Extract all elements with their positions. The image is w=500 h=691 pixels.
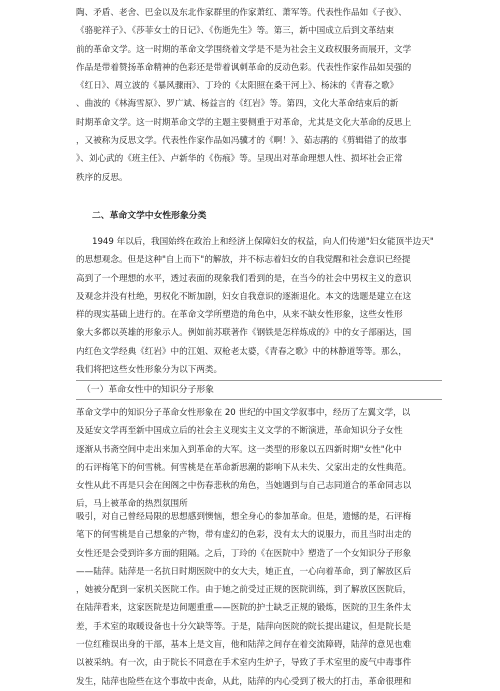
text-line: 及延安文学再至新中国成立后的社会主义现实主义文学的不断演进，革命知识分子女性: [76, 426, 403, 437]
sub-heading-text: （一）革命女性中的知识分子形象: [82, 385, 214, 395]
text-line: 吸引，对自己曾经局限的思想感到懊恼，想全身心的参加革命。但是，遗憾的是，石评梅: [76, 512, 412, 522]
text-line: 1949 年以后，我国始终在政治上和经济上保障妇女的权益，向人们传递"妇女能顶半边天": [92, 237, 434, 247]
text-line: 高到了一个理想的水平，透过表面的现象我们看到的是，在当今的社会中男权主义的意识: [76, 273, 412, 284]
paragraph-lu-ping: [76, 508, 442, 691]
text-line: 革命文学中的知识分子革命女性形象在 20 世纪的中国文学叙事中，经历了左翼文学，以: [76, 408, 411, 418]
text-line: 时期革命文学。这一时期革命文学的主题主要侧重于对革命，尤其是文化大革命的反思上: [76, 117, 412, 128]
text-line: 在陆萍看来，这家医院是边间题重重——医院的护士缺乏正规的锻炼，医院的卫生条件太: [76, 603, 412, 614]
paragraph-female-image-overview: [76, 233, 442, 379]
sub-heading-intellectual-women: [76, 380, 442, 400]
text-line: 陶、矛盾、老舍、巴金以及东北作家群里的作家萧红、萧军等。代表性作品如《子夜》、: [76, 8, 407, 18]
text-line: 发生，陆萍也险些在这个事故中丧命，从此，陆萍的内心受到了极大的打击，革命很理和: [76, 676, 412, 687]
text-line: 内红色文学经典《红岩》中的江姐、双枪老太婆，《青春之歌》中的林静道等等。那么，: [76, 346, 407, 357]
text-line: 以被采纳。有一次，由于院长不同意在手术室内生炉子，导致了手术室里的废气中毒事件: [76, 658, 412, 669]
text-line: 《骆驼祥子》、《莎菲女士的日记》、《伤逝先生》等。第三，新中国成立后到文革结束: [76, 26, 394, 37]
text-line: ——陆萍。陆萍是一名抗日时期医院中的女大夫，她正直，一心向着革命，到了解放区后: [76, 566, 412, 577]
paragraph-revolution-literature-periods: [76, 4, 442, 187]
text-line: 作品是带着赞扬革命精神的色彩还是带着讽刺革命的反动色彩。代表性作家作品如吴强的: [76, 62, 412, 73]
text-line: 、曲波的《林海雪原》、罗广斌、杨益言的《红岩》等。第四，文化大革命结束后的新: [76, 99, 399, 110]
text-line: 差，手术室的取暖设备也十分欠缺等等。于是，陆萍向医院的院长提出建议，但是院长是: [76, 621, 412, 632]
text-line: 《红日》、周立波的《暴风骤雨》、丁玲的《太阳照在桑干河上》、杨沫的《青春之歌》: [76, 81, 399, 92]
text-line: 秩序的反思。: [76, 172, 128, 183]
text-line: 象大多都以英雄的形象示人。例如前苏联著作《钢铁是怎样炼成的》中的女子部丽达，国: [76, 328, 412, 339]
text-line: 逐渐从书斋空间中走出来加入到革命的大军。这一类型的形象以五四新时期"女性"化中: [76, 444, 402, 455]
text-line: 前的革命文学。这一时期的革命文学围绕着文学是不是为社会主义政权服务而展开，文学: [76, 44, 412, 55]
text-line: 后，马上被革命的热烈氛围所: [76, 499, 188, 510]
text-line: 女性从此不再是只会在闺阁之中伤春悲秋的角色，当她遇到与自己志同道合的革命同志以: [76, 481, 412, 492]
text-line: ，又被称为反思文学。代表性作家作品如冯骥才的《啊！》、茹志鹃的《剪辑错了的故事: [76, 136, 407, 147]
text-line: 女性还是会受到许多方面的阻隔。之后，丁玲的《在医院中》塑造了一个女知识分子形象: [76, 548, 412, 559]
text-line: ，她被分配到一家机关医院工作。由于她之前受过正规的医院训练，到了解放区医院后，: [76, 585, 412, 596]
text-line: 的石评梅笔下的何雪桃。何雪桃是在革命新思潮的影响下从未失、父家出走的女性典范。: [76, 462, 412, 473]
text-line: 及观念并没有杜绝，男权化不断加剧，妇女自我意识的逐渐退化。本文的选题是建立在这: [76, 291, 412, 302]
paragraph-intellectual-women: [76, 404, 442, 514]
text-line: 样的现实基础上进行的。在革命文学所塑造的角色中，从来不缺女性形象，这些女性形: [76, 310, 403, 321]
text-line: 一位红稚误出身的干部，基本上是文盲，他和陆萍之间存在着交流障碍，陆萍的意见也难: [76, 640, 412, 651]
text-line: 的思想观念。但是这种"自上而下"的解放，并不标志着妇女的自我觉醒和社会意识已经提: [76, 255, 411, 266]
text-line: 》、刘心武的《班主任》、卢新华的《伤痕》等。呈现出对革命理想人性、损坏社会正常: [76, 154, 403, 165]
text-line: 我们将把这些女性形象分为以下两类。: [76, 365, 223, 376]
section-title: 二、革命文学中女性形象分类: [92, 211, 207, 221]
text-line: 笔下的何雪桃是自己想象的产物，带有虚幻的色彩，没有太大的说服力，而且当时出走的: [76, 530, 412, 541]
